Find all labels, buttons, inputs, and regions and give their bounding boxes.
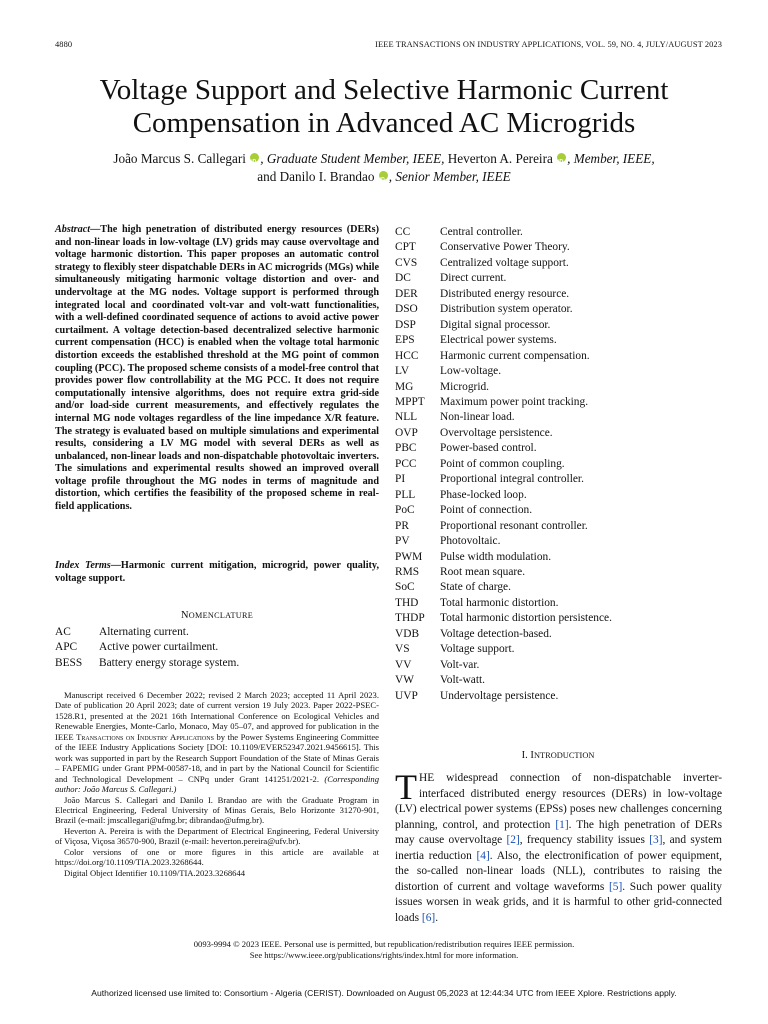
nomenclature-entry (395, 503, 725, 518)
title-line-2: Compensation in Advanced AC Microgrids (132, 107, 636, 139)
nomenclature-entry (395, 596, 725, 611)
section-heading-introduction: I. INTRODUCTION (521, 750, 595, 761)
nomenclature-entry (395, 627, 725, 642)
nomenclature-heading: NOMENCLATURE (180, 610, 254, 621)
copyright-notice: 0093-9994 © 2023 IEEE. Personal use is permitted, but republication/redistribution requires IEEE permission. See https://www.ieee.org/publications/rights/index.html for more information. (193, 939, 575, 960)
footnote-manuscript: Manuscript received 6 December 2022; revised 2 March 2023; accepted 11 April 2023. Date of publication 20 April 2023; date of current version 19 July 2023. Paper 2022-PSEC-1528.R1, presented at the 2021 16th International Conference on Ecological Vehicles and Renewable Energies, Monte-Carlo, Monaco, May 05–07, and approved for publication in the IEEE Transactions on Industry Applications by the Power Systems Engineering Committee of the IEEE Industry Applications Society [DOI: 10.1109/EVER52347.2021.9456615]. This work was supported in part by the Research Support Foundation of the State of Minas Gerais – FAPEMIG under Grant PPM-00587-18, and in part by the National Council for Scientific and Technological Development – CNPq under Grant 141251/2021-2. (Corresponding author: João Marcus S. Callegari.) (55, 690, 379, 795)
nomenclature-entry (395, 519, 725, 534)
nomenclature-entry (395, 225, 725, 240)
nomenclature-entry (395, 488, 725, 503)
nomenclature-entry (395, 287, 725, 302)
nomenclature-entry (395, 550, 725, 565)
nomenclature-entry (395, 395, 725, 410)
nomenclature-abbr: DSP (395, 318, 416, 331)
nomenclature-entry (395, 673, 725, 688)
nomenclature-definition: Centralized voltage support. (440, 256, 569, 269)
index-terms (55, 560, 379, 585)
footnote-affiliation-1: João Marcus S. Callegari and Danilo I. Brandao are with the Graduate Program in Electrical Engineering, Federal University of Minas Gerais, Belo Horizonte 31270-901, Brazil (e-mail: jmscallegari@ufmg.br; dibrandao@ufmg.br). (55, 794, 379, 826)
nomenclature-entry (395, 380, 725, 395)
citation-link[interactable]: [5] (608, 880, 623, 893)
nomenclature-entry (55, 625, 379, 640)
nomenclature-definition: Distributed energy resource. (440, 287, 570, 300)
nomenclature-list-right (395, 225, 725, 704)
nomenclature-definition: Harmonic current compensation. (440, 349, 590, 362)
nomenclature-definition: Volt-var. (440, 658, 480, 671)
author-list (0, 150, 768, 186)
author-2-name: Heverton A. Pereira (444, 151, 553, 166)
footnote-doi: Digital Object Identifier 10.1109/TIA.2023.3268644 (64, 867, 246, 878)
nomenclature-definition: Voltage detection-based. (440, 627, 552, 640)
nomenclature-definition: Conservative Power Theory. (440, 241, 570, 254)
nomenclature-list-left (55, 625, 379, 671)
nomenclature-abbr: PV (395, 535, 410, 548)
nomenclature-entry (395, 642, 725, 657)
nomenclature-abbr: THD (395, 596, 419, 609)
author-1-role: , Graduate Student Member, IEEE, (260, 151, 445, 166)
nomenclature-definition: Voltage support. (440, 643, 515, 656)
footnote (55, 690, 379, 878)
nomenclature-abbr: CVS (395, 256, 418, 269)
footnote-color-versions: Color versions of one or more figures in this article are available at https://doi.org/10.1109/TIA.2023.3268644. (55, 846, 379, 868)
nomenclature-abbr: APC (55, 641, 78, 654)
nomenclature-entry (55, 656, 379, 671)
nomenclature-definition: Total harmonic distortion. (440, 596, 559, 609)
nomenclature-abbr: NLL (395, 411, 418, 424)
nomenclature-abbr: LV (395, 365, 410, 378)
nomenclature-definition: Undervoltage persistence. (440, 689, 559, 702)
footnote-affiliation-2: Heverton A. Pereira is with the Department of Electrical Engineering, Federal University of Viçosa, Viçosa 36570-900, Brazil (e-mail: heverton.pereira@ufv.br). (55, 825, 379, 847)
nomenclature-definition: Non-linear load. (440, 411, 515, 424)
citation-link[interactable]: [4] (476, 849, 490, 862)
journal-name: IEEE TRANSACTIONS ON INDUSTRY APPLICATIONS, VOL. 59, NO. 4, JULY/AUGUST 2023 (375, 40, 722, 49)
nomenclature-abbr: BESS (55, 656, 83, 669)
nomenclature-abbr: CC (395, 226, 411, 238)
nomenclature-entry (395, 410, 725, 425)
nomenclature-abbr: EPS (395, 334, 415, 347)
nomenclature-abbr: UVP (395, 689, 418, 702)
nomenclature-definition: Digital signal processor. (440, 318, 551, 331)
nomenclature-abbr: PLL (395, 488, 416, 501)
nomenclature-abbr: PI (395, 473, 406, 486)
nomenclature-abbr: VW (395, 674, 414, 687)
title-line-1: Voltage Support and Selective Harmonic Current (99, 74, 669, 106)
nomenclature-abbr: VDB (395, 627, 420, 640)
index-terms-text: —Harmonic current mitigation, microgrid, power quality, voltage support. (55, 560, 379, 584)
nomenclature-definition: Battery energy storage system. (99, 656, 240, 669)
nomenclature-entry (395, 658, 725, 673)
abstract (55, 224, 379, 514)
nomenclature-abbr: PWM (395, 550, 423, 563)
nomenclature-definition: Pulse width modulation. (440, 550, 552, 563)
nomenclature-definition: Phase-locked loop. (440, 488, 527, 501)
nomenclature-entry (395, 240, 725, 255)
nomenclature-entry (395, 565, 725, 580)
nomenclature-definition: Microgrid. (440, 380, 490, 393)
nomenclature-definition: State of charge. (440, 581, 511, 594)
nomenclature-abbr: DC (395, 272, 411, 285)
nomenclature-entry (395, 457, 725, 472)
citation-link[interactable]: [3] (649, 834, 663, 846)
nomenclature-definition: Electrical power systems. (440, 334, 557, 347)
nomenclature-abbr: VS (395, 643, 410, 656)
index-terms-label: Index Terms (55, 560, 111, 571)
nomenclature-entry (395, 333, 725, 348)
nomenclature-abbr: RMS (395, 565, 420, 578)
nomenclature-entry (395, 349, 725, 364)
nomenclature-entry (395, 580, 725, 595)
author-2-role: , Member, IEEE, (567, 151, 655, 166)
nomenclature-definition: Point of connection. (440, 504, 533, 517)
nomenclature-definition: Maximum power point tracking. (440, 395, 589, 408)
nomenclature-entry (395, 426, 725, 441)
nomenclature-abbr: OVP (395, 426, 418, 439)
author-3-role: , Senior Member, IEEE (388, 169, 511, 184)
nomenclature-entry (395, 364, 725, 379)
author-1-name: João Marcus S. Callegari (113, 151, 246, 166)
paper-title (0, 74, 768, 140)
nomenclature-abbr: AC (55, 626, 71, 638)
nomenclature-abbr: PCC (395, 457, 417, 470)
nomenclature-entry (395, 472, 725, 487)
nomenclature-definition: Power-based control. (440, 442, 537, 455)
nomenclature-definition: Central controller. (440, 226, 523, 238)
nomenclature-entry (395, 611, 725, 626)
drop-cap: T (395, 767, 417, 807)
citation-link[interactable]: [2] (506, 834, 520, 846)
nomenclature-abbr: PR (395, 519, 409, 532)
nomenclature-definition: Overvoltage persistence. (440, 426, 553, 439)
nomenclature-entry (395, 256, 725, 271)
nomenclature-entry (395, 534, 725, 549)
orcid-icon[interactable] (250, 153, 259, 162)
nomenclature-entry (395, 271, 725, 286)
nomenclature-definition: Volt-watt. (440, 674, 486, 687)
nomenclature-entry (55, 640, 379, 655)
nomenclature-definition: Photovoltaic. (440, 535, 501, 548)
nomenclature-entry (395, 302, 725, 317)
nomenclature-entry (395, 441, 725, 456)
citation-link[interactable]: [1] (555, 818, 569, 831)
license-notice: Authorized licensed use limited to: Consortium - Algeria (CERIST). Downloaded on August 05,2023 at 12:44:34 UTC from IEEE Xplore. Restrictions apply. (91, 988, 677, 998)
nomenclature-definition: Active power curtailment. (99, 641, 219, 654)
nomenclature-abbr: PBC (395, 442, 417, 455)
nomenclature-definition: Direct current. (440, 272, 507, 285)
abstract-label: Abstract (55, 224, 91, 235)
citation-link[interactable]: [6] (421, 911, 436, 924)
nomenclature-definition: Distribution system operator. (440, 303, 573, 316)
nomenclature-abbr: HCC (395, 349, 419, 362)
nomenclature-definition: Alternating current. (99, 626, 189, 638)
nomenclature-definition: Root mean square. (440, 565, 526, 578)
nomenclature-definition: Proportional resonant controller. (440, 519, 588, 532)
nomenclature-definition: Total harmonic distortion persistence. (440, 612, 612, 625)
introduction-paragraph: THE widespread connection of non-dispatchable inverter-interfaced distributed energy resources (DERs) in low-voltage (LV) electrical power systems (EPSs) poses new challenges concerning planning, control, and protection [1]. The high penetration of DERs may cause overvoltage [2], frequency stability issues [3], and system inertia reduction [4]. Also, the electronification of power equipment, the so-called non-linear loads (NLL), contributes to raising the distortion of current and voltage waveforms [5]. Such power quality issues worsen in weak grids, and it is harmful to other grid-connected loads [6]. (395, 767, 723, 924)
nomenclature-definition: Low-voltage. (440, 365, 502, 378)
nomenclature-abbr: DER (395, 287, 418, 300)
nomenclature-definition: Proportional integral controller. (440, 473, 584, 486)
page-number: 4880 (55, 40, 73, 49)
author-3-name: and Danilo I. Brandao (257, 169, 375, 184)
nomenclature-entry (395, 689, 725, 704)
orcid-icon[interactable] (557, 153, 566, 162)
nomenclature-abbr: MG (395, 380, 414, 393)
nomenclature-abbr: PoC (395, 504, 415, 517)
nomenclature-definition: Point of common coupling. (440, 457, 565, 470)
nomenclature-abbr: CPT (395, 241, 416, 254)
nomenclature-abbr: SoC (395, 581, 415, 594)
nomenclature-entry (395, 318, 725, 333)
nomenclature-abbr: DSO (395, 303, 418, 316)
abstract-text: —The high penetration of distributed energy resources (DERs) and non-linear loads in low-voltage (LV) grids may cause overvoltage and voltage harmonic distortion. This paper proposes an automatic control strategy to flexibly steer dispatchable DERs in AC microgrids (MGs) while simultaneously mitigating harmonic voltage distortion and over- and undervoltage at the MG nodes. Voltage support is performed through integrated local and coordinated volt-var and volt-watt functionalities, with a well-defined coordinated sequence of actions to avoid active power curtailment. A voltage detection-based decentralized selective harmonic current compensation (HCC) is enabled when the voltage total harmonic distortion exceeds the established threshold at the MG point of common coupling (PCC). The proposed scheme consists of a model-free control that provides power flow controllability at the MG PCC. It does not require computationally intensive algorithms, does not require extra grid-side and/or load-side current measurements, and effectively regulates the internal MG node voltages regardless of the line impedance X/R feature. The strategy is evaluated based on multiple simulations and experimental results, considering a LV MG model with several DERs as well as unbalanced, non-linear loads and non-dispatchable photovoltaic inverters. The simulations and experimental results showed an improved overall voltage profile throughout the MG nodes in terms of magnitude and distortion, which certifies the feasibility of the proposed scheme in real-field applications. (55, 224, 379, 513)
nomenclature-abbr: MPPT (395, 395, 425, 408)
nomenclature-abbr: VV (395, 658, 412, 671)
nomenclature-abbr: THDP (395, 612, 425, 625)
orcid-icon[interactable] (379, 171, 388, 180)
